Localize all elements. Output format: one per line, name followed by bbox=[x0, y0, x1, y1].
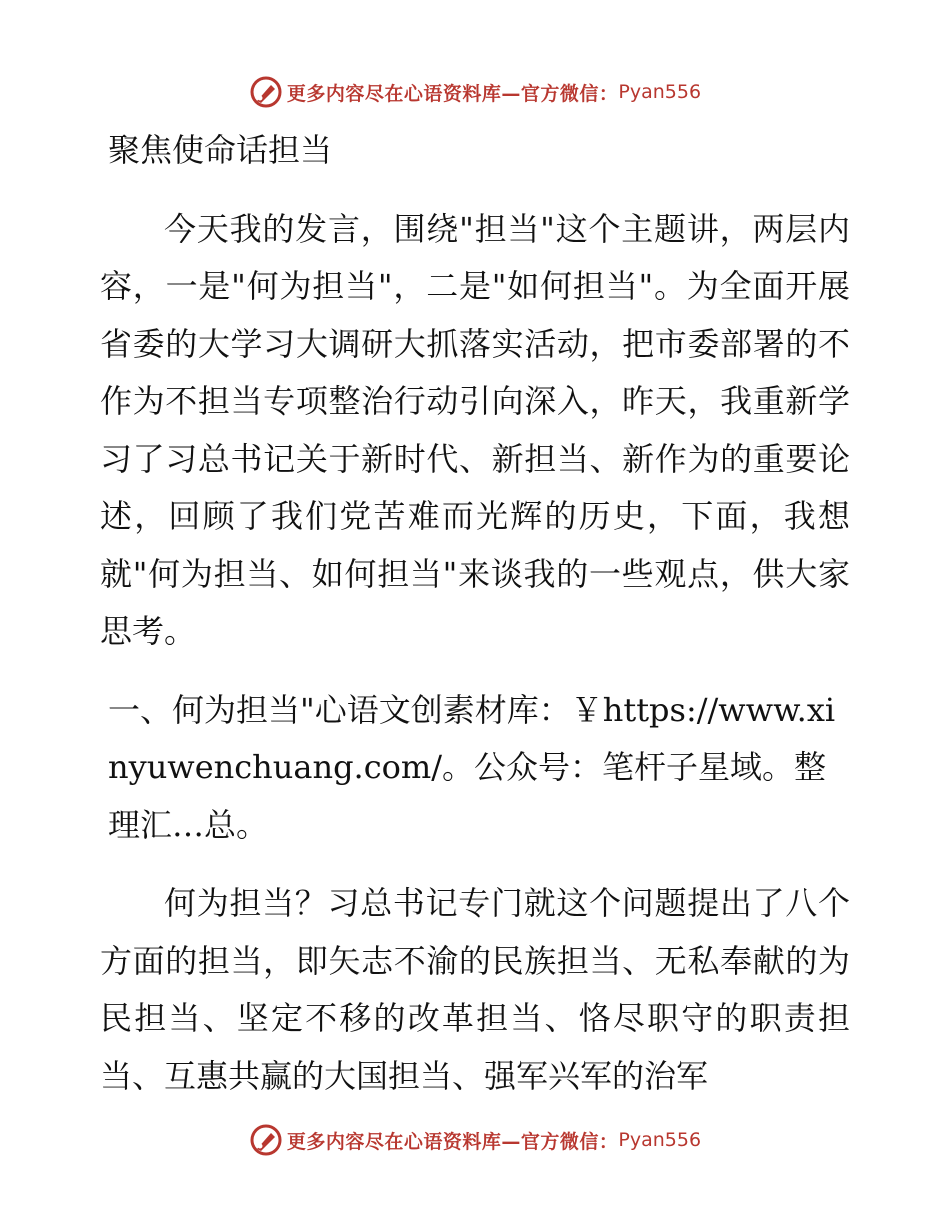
watermark-account: Pyan556 bbox=[618, 1129, 702, 1151]
document-body bbox=[100, 122, 850, 1105]
watermark-text: 更多内容尽在心语资料库—官方微信： bbox=[286, 82, 619, 105]
watermark-account: Pyan556 bbox=[618, 81, 702, 103]
paragraph-what-is-responsibility: 何为担当？习总书记专门就这个问题提出了八个方面的担当，即矢志不渝的民族担当、无私奉献的为民担当、坚定不移的改革担当、恪尽职守的职责担当、互惠共赢的大国担当、强军兴军的治军 bbox=[100, 884, 850, 1095]
watermark-text: 更多内容尽在心语资料库—官方微信： bbox=[286, 1130, 619, 1153]
watermark-footer bbox=[0, 1118, 950, 1162]
paragraph-intro: 今天我的发言，围绕"担当"这个主题讲，两层内容，一是"何为担当"，二是"如何担当"。为全面开展省委的大学习大调研大抓落实活动，把市委部署的不作为不担当专项整治行动引向深入，昨天，我重新学习了习总书记关于新时代、新担当、新作为的重要论述，回顾了我们党苦难而光辉的历史，下面，我想就"何为担当、如何担当"来谈我的一些观点，供大家思考。 bbox=[100, 209, 850, 650]
pen-logo-icon bbox=[249, 1123, 283, 1157]
document-title: 聚焦使命话担当 bbox=[108, 131, 333, 169]
watermark-header bbox=[0, 70, 950, 114]
pen-logo-icon bbox=[249, 75, 283, 109]
section-heading-1: 一、何为担当"心语文创素材库：￥https://www.xinyuwenchuang.com/。公众号：笔杆子星域。整理汇…总。 bbox=[108, 690, 836, 844]
